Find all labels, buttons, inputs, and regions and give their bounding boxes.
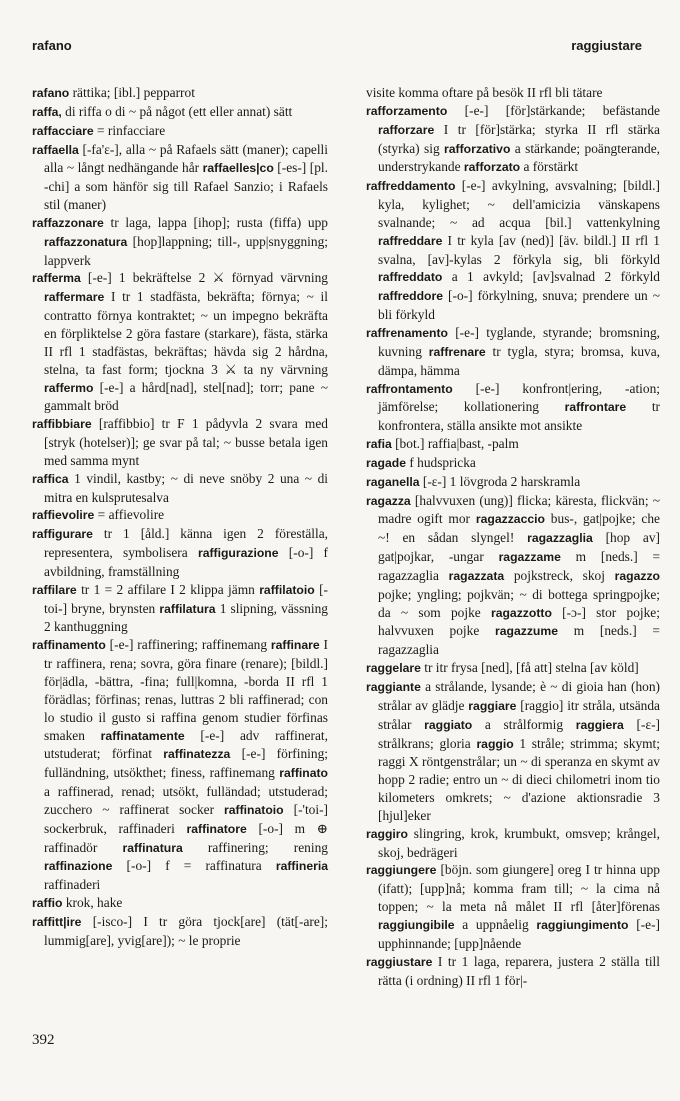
definition-text: I tr raffinera, rena; sovra, göra finare (renare); [bildl.] för|ädla, -bättra, -fina; full|komna, -borda II rfl 1 förädlas; förfinas; renas, luttras 2 bli raffinerad; con lo studio il gusto si raffina genom studier förfinas smaken [44, 637, 328, 743]
definition-text: [-ɔ-] stor pojke; halvvuxen pojke [378, 604, 660, 639]
headword: raggelare [366, 661, 421, 676]
definition-text: [halvvuxen (ung)] flicka; käresta, flickvän; ~ madre ogift mor [378, 492, 660, 527]
definition-text: bus-, gat|pojke; che ~! en sådan slyngel! [378, 511, 660, 546]
headword: raffigurare [32, 527, 93, 542]
dictionary-entry [366, 492, 660, 660]
definition-text: [-isco-] I tr göra tjock[are] (tät[-are]; lummig[are], yvig[are]); ~ le proprie [44, 913, 328, 948]
dictionary-entry [366, 102, 660, 177]
definition-text: [raggio] itr stråla, utsända strålar [378, 697, 660, 732]
page-number: 392 [32, 1032, 55, 1048]
headword: raffinatura [122, 840, 183, 855]
headword: raffinato [279, 766, 328, 781]
dictionary-entry [366, 473, 660, 492]
definition-text: pojkstreck, skoj [504, 567, 615, 583]
dictionary-entry [366, 177, 660, 324]
headword: ragazzo [614, 568, 660, 583]
headword: raffibbiare [32, 417, 92, 432]
definition-text: I tr 1 stadfästa, bekräfta; förnya; ~ il contratto förnya kontraktet; ~ un impegno bekräfta en förpliktelse 2 göra fastare (starkare), fästa, stärka II rfl 1 stadfästas, bekräftas; hävda sig 2 hårdna, stelna, ta fast form; tjockna 3 ⚔ ta ny värvning [44, 289, 328, 377]
headword: ragazzaglia [527, 531, 593, 546]
headword: raffreddato [378, 270, 443, 285]
headword: raggiro [366, 826, 408, 841]
definition-text: m [neds.] = ragazzaglia [378, 549, 660, 583]
headword: rafforzamento [366, 103, 448, 118]
headword: raggiungibile [378, 917, 455, 932]
headword: raffrenare [428, 344, 486, 359]
definition-text: raffinering; rening [182, 839, 328, 855]
definition-text: [-e-] 1 bekräftelse 2 ⚔ förnyad värvning [80, 270, 328, 286]
headword: raggiustare [366, 954, 433, 969]
headword: ragade [366, 455, 406, 470]
definition-text: [bot.] raffia|bast, -palm [391, 436, 519, 452]
definition-text: [raffibbio] tr F 1 pådyvla 2 svara med [stryk (hotelser)]; ge svar på tal; ~ busse betala igen med samma mynt [44, 416, 328, 468]
dictionary-entry [32, 913, 328, 950]
headword: ragazzotto [490, 605, 552, 620]
headword: ragazzata [448, 568, 505, 583]
definition-text: I tr [för]stärka; styrka II rfl stärka (styrka) sig [378, 121, 660, 156]
dictionary-entry [32, 506, 328, 525]
headword: raffineria [275, 859, 328, 874]
headword: ragazzame [498, 550, 561, 565]
headword: raffermare [44, 290, 105, 305]
definition-text: rättika; [ibl.] pepparrot [69, 85, 195, 100]
dictionary-entry [32, 581, 328, 637]
dictionary-entry [32, 470, 328, 507]
definition-text: tr konfrontera, ställa ansikte mot ansikte [378, 399, 661, 434]
definition-text: pojke; yngling; pojkvän; ~ di bottega springpojke; da ~ som pojke [378, 586, 660, 620]
headword: raffazzonatura [44, 234, 128, 249]
headword: raggiato [424, 717, 473, 732]
dictionary-entry [366, 953, 660, 990]
dictionary-entry [366, 84, 660, 102]
definition-text: [-'toi-] sockerbruk, raffinaderi [44, 801, 328, 836]
headword: rafano [32, 86, 70, 100]
headword: raggiare [468, 698, 517, 713]
headword: ragazzaccio [475, 512, 545, 527]
definition-text: [-e-] raffinering; raffinemang [105, 637, 271, 653]
headword: raffinatore [186, 821, 247, 836]
headword: raffinamento [32, 638, 106, 653]
headword: raffievolire [32, 508, 95, 523]
dictionary-entry [32, 415, 328, 470]
definition-text: tr itr frysa [ned], [få att] stelna [av köld] [420, 660, 639, 676]
dictionary-entry [32, 636, 328, 894]
headword: rafia [366, 437, 392, 452]
dictionary-entry [32, 214, 328, 270]
headword: raffaella [32, 142, 79, 157]
definition-text: [-e-] adv raffinerat, utstuderat; förfinat [44, 727, 328, 762]
left-guide-word: rafano [32, 38, 72, 53]
headword: raffrenamento [366, 325, 448, 340]
definition-text: [-ɛ-] 1 lövgroda 2 harskramla [419, 473, 581, 489]
headword: raffreddare [378, 233, 443, 248]
column-left [32, 84, 328, 950]
definition-text: [-o-] f = raffinatura [112, 858, 276, 874]
definition-text: 1 stråle; strimma; skymt; raggi X röntgenstrålar; un ~ di speranza en skymt av hopp 2 radie; entro un ~ di dieci chilometri inom tio kilometers omkrets; ~ d'azione aktionsradie 3 [hjul]eker [378, 735, 660, 823]
definition-text: tr laga, lappa [ihop]; rusta (fiffa) upp [103, 214, 328, 230]
headword: rafferma [32, 271, 81, 286]
definition-text: a raffinerad, renad; utsökt, fulländad; utstuderad; zucchero ~ raffinerat socker [44, 784, 328, 817]
definition-text: raffinaderi [44, 877, 101, 893]
definition-text: di riffa o di ~ på något (ett eller annat) sätt [61, 103, 293, 119]
dictionary-entry [366, 324, 660, 380]
right-guide-word: raggiustare [571, 38, 642, 53]
headword: raffa, [32, 104, 62, 119]
dictionary-entry [366, 454, 660, 473]
headword: raffinatoio [224, 802, 284, 817]
definition-text: [-fa'ɛ-], alla ~ på Rafaels sätt (maner); capelli alla ~ långt nedhängande hår [44, 141, 328, 176]
headword: raganella [366, 474, 420, 489]
headword: raffilatoio [259, 582, 315, 597]
headword: raffrontamento [366, 381, 453, 396]
definition-text: I tr 1 laga, reparera, justera 2 ställa till rätta (i ordning) II rfl 1 för|- [378, 953, 660, 988]
dictionary-entry [32, 84, 328, 103]
definition-text: = affievolire [94, 507, 165, 523]
headword: raffazzonare [32, 215, 104, 230]
definition-text: I tr kyla [av (ned)] [äv. bildl.] II rfl 1 svalna, [av]-kylas 2 förkyla sig, bli förkyld [378, 232, 660, 267]
definition-text: krok, hake [62, 895, 123, 911]
headword: raggiante [366, 680, 421, 694]
definition-text: [-e-] tyglande, styrande; bromsning, kuvning [378, 324, 660, 359]
headword: ragazza [366, 493, 411, 508]
headword: raffrontare [564, 400, 627, 415]
definition-text: [hop av] gat|pojkar, -ungar [378, 530, 660, 565]
headword: raffreddamento [366, 179, 456, 194]
headword: raffica [32, 471, 69, 486]
dictionary-entry [366, 678, 660, 825]
definition-text: [-toi-] bryne, brynsten [44, 581, 328, 616]
definition-text: visite komma oftare på besök II rfl bli tätare [366, 85, 603, 100]
definition-text: [-e-] konfront|ering, -ation; jämförelse; kollationering [378, 380, 660, 415]
definition-text: a strålande, lysande; è ~ di gioia han (hon) strålar av glädje [378, 679, 660, 713]
definition-text: [-e-] a hård[nad], stel[nad]; torr; pane ~ gammalt bröd [44, 379, 328, 414]
headword: ragazzume [495, 624, 558, 639]
definition-text: [-o-] m ⊕ raffinadör [44, 820, 328, 855]
definition-text: = rinfacciare [93, 122, 166, 138]
dictionary-entry [32, 525, 328, 581]
headword: raggio [476, 736, 514, 751]
definition-text: [-e-] [för]stärkande; befästande [447, 102, 660, 118]
headword: rafforzare [378, 122, 435, 137]
dictionary-entry [32, 103, 328, 122]
definition-text: [-e-] avkylning, avsvalning; [bildl.] kyla, kylighet; ~ dell'amicizia vänskapens svalnande; ~ ad acqua [bil.] vattenkylning [378, 178, 660, 230]
headword: raffilare [32, 582, 77, 597]
headword: raffinatamente [100, 728, 185, 743]
headword: raffio [32, 896, 63, 911]
headword: raffaelles|co [202, 161, 274, 176]
definition-text: a förstärkt [520, 159, 579, 175]
definition-text: 1 slipning, vässning 2 kanthuggning [44, 600, 328, 635]
definition-text: [hop]lappning; till-, upp|snyggning; lappverk [44, 233, 328, 268]
definition-text: a stärkande; poängterande, understrykande [378, 140, 660, 175]
definition-text: a strålformig [472, 716, 576, 732]
definition-text: a uppnåelig [454, 916, 537, 932]
definition-text: tr 1 [åld.] känna igen 2 föreställa, representera, symbolisera [44, 526, 328, 561]
definition-text: [böjn. som giungere] oreg I tr hinna upp (ifatt); [upp]nå; komma fram till; ~ la cima nå toppen; ~ la meta nå målet II rfl [åter]förenas [378, 862, 660, 915]
dictionary-entry [366, 659, 660, 678]
dictionary-entry [32, 269, 328, 415]
headword: rafforzativo [444, 141, 511, 156]
definition-text: [-o-] förkylning, snuva; prendere un ~ bli förkyld [378, 288, 660, 323]
dictionary-entry [32, 894, 328, 913]
definition-text: [-o-] f avbildning, framställning [44, 545, 329, 579]
definition-text: slingring, krok, krumbukt, omsvep; krångel, skoj, bedrägeri [378, 825, 660, 860]
dictionary-entry [32, 122, 328, 141]
headword: raffinatezza [163, 747, 231, 762]
definition-text: m [neds.] = ragazzaglia [378, 623, 660, 658]
definition-text: tr 1 = 2 affilare I 2 klippa jämn [76, 581, 260, 597]
headword: raffinazione [44, 859, 113, 874]
dictionary-entry [366, 825, 660, 862]
headword: raffinare [270, 638, 320, 653]
headword: raffitt|ire [32, 914, 82, 929]
headword: raffreddore [378, 289, 444, 304]
definition-text: tr tygla, styra; bromsa, kuva, dämpa, hämma [378, 343, 660, 378]
headword: raggiera [575, 717, 624, 732]
headword: raffigurazione [197, 546, 279, 561]
headword: raffermo [44, 380, 94, 395]
definition-text: 1 vindil, kastby; ~ di neve snöby 2 una ~ di mitra en kulsprutesalva [44, 470, 328, 505]
definition-text: [-es-] [pl. -chi] a som hänför sig till Rafael Sanzio; i Rafaels stil (maner) [44, 160, 328, 213]
dictionary-entry [32, 141, 328, 214]
headword: raggiungere [366, 863, 437, 878]
headword: raffilatura [159, 601, 216, 616]
definition-text: [-e-] förfining; fulländning, utsökthet; finess, raffinemang [44, 746, 329, 781]
headword: rafforzato [463, 160, 521, 175]
dictionary-entry [366, 861, 660, 952]
definition-text: [-e-] upphinnande; [upp]nående [378, 916, 660, 951]
definition-text: f hudspricka [405, 454, 476, 470]
headword: raggiungimento [536, 917, 629, 932]
dictionary-entry [366, 380, 660, 436]
dictionary-entry [366, 435, 660, 454]
definition-text: [-ɛ-] strålkrans; gloria [378, 716, 660, 751]
headword: raffacciare [32, 123, 94, 138]
column-right [366, 84, 660, 989]
definition-text: a 1 avkyld; [av]svalnad 2 förkyld [442, 269, 660, 285]
